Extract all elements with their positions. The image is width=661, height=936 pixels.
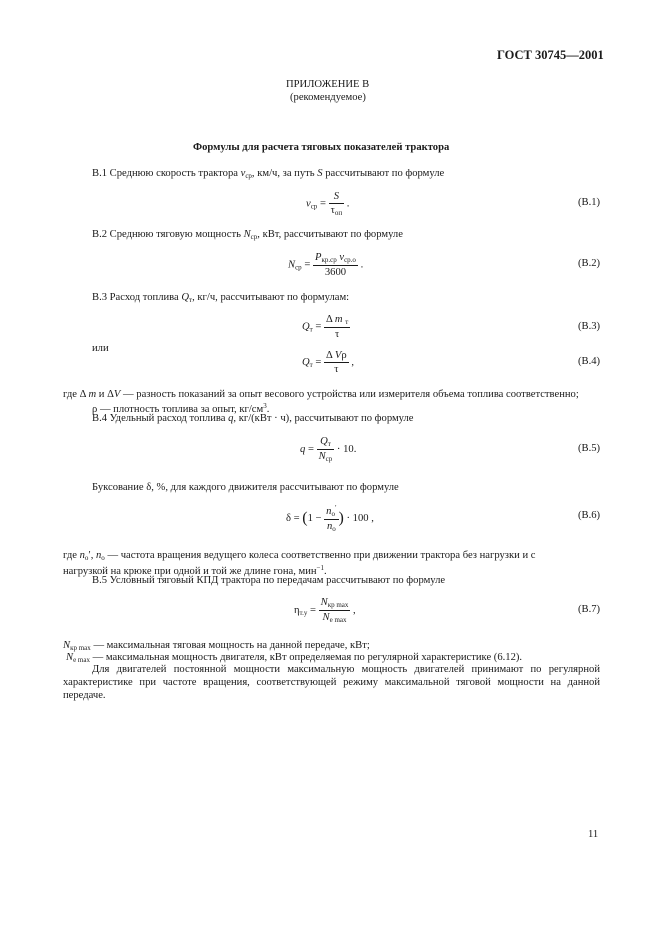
- eq-number-b6: (В.6): [578, 510, 601, 521]
- b2-text: В.2 Среднюю тяговую мощность $N_{ср}$, кВт, рассчитывают по формуле: [92, 229, 403, 241]
- eq-number-b2: (В.2): [578, 258, 601, 269]
- formula-b3: $Q_т$ = $\frac{\Delta m _т}{\tau}$: [302, 314, 349, 340]
- appendix-subtitle: (рекомендуемое): [290, 92, 366, 103]
- page-number: 11: [588, 829, 599, 840]
- or-text: или: [92, 343, 109, 354]
- where2-line1: где $n_o'$, $n_o$ — частота вращения ведущего колеса соответственно при движении трактора без нагрузки и с: [63, 550, 536, 562]
- eq-number-b7: (В.7): [578, 604, 601, 615]
- section-title: Формулы для расчета тяговых показателей трактора: [193, 142, 450, 153]
- formula-b4: $Q_т$ = $\frac{\text{Δ Vρ}}{\tau}$ ,: [302, 350, 354, 375]
- defs-paragraph: Для двигателей постоянной мощности максимальную мощность двигателей принимают по регулярной характеристике при частоте вращения, соответствующей режиму максимальной тяговой мощности на данной передаче.: [63, 664, 600, 701]
- b1-text: В.1 Среднюю скорость трактора $v_{ср}$, км/ч, за путь S рассчитывают по формуле: [92, 168, 445, 180]
- eq-number-b5: (В.5): [578, 443, 601, 454]
- def-ne: $N_{e max}$ — максимальная мощность двигателя, кВт определяемая по регулярной характеристике (6.12).: [66, 652, 523, 664]
- standard-header: ГОСТ 30745—2001: [497, 48, 604, 62]
- eq-number-b1: (В.1): [578, 197, 601, 208]
- b3-text: В.3 Расход топлива $Q_т$, кг/ч, рассчитывают по формулам:: [92, 292, 350, 304]
- slip-text: Буксование δ, %, для каждого движителя рассчитывают по формуле: [92, 482, 399, 493]
- formula-b5: q = $\frac{Q_т}{N_{ср}}$ · 10.: [300, 436, 357, 463]
- appendix-title: ПРИЛОЖЕНИЕ В: [286, 79, 370, 90]
- formula-b2: $N_{ср}$ = $\frac{P_{кр.ср} v_{ср.о}}{3600}$ .: [288, 252, 364, 278]
- formula-b1: $v_{ср}$ = $\frac{S}{\tau_{оп}}$ .: [306, 191, 350, 217]
- b5-text: В.5 Условный тяговый КПД трактора по передачам рассчитывают по формуле: [92, 575, 446, 586]
- formula-b7: $\eta_{т.у}$ = $\frac{N_{кр max}}{N_{e max}}$ ,: [294, 597, 356, 624]
- eq-number-b3: (В.3): [578, 321, 601, 332]
- eq-number-b4: (В.4): [578, 356, 601, 367]
- def-nkr: $N_{кр max}$ — максимальная тяговая мощность на данной передаче, кВт;: [63, 640, 370, 652]
- where1-line1: где Δ m и ΔV — разность показаний за опыт весового устройства или измерителя объема топлива соответственно;: [63, 389, 579, 400]
- formula-b6: δ = (1 − $\frac{n_o'}{n_o}$ ) · 100 ,: [286, 504, 374, 533]
- where1-line2: ρ — плотность топлива за опыт, $кг/см^3$.: [92, 402, 270, 415]
- b4-text: В.4 Удельный расход топлива q, кг/(кВт · ч), рассчитывают по формуле: [92, 413, 414, 424]
- where2-line2: нагрузкой на крюке при одной и той же длине гона, мин$^{-1}$.: [63, 564, 327, 577]
